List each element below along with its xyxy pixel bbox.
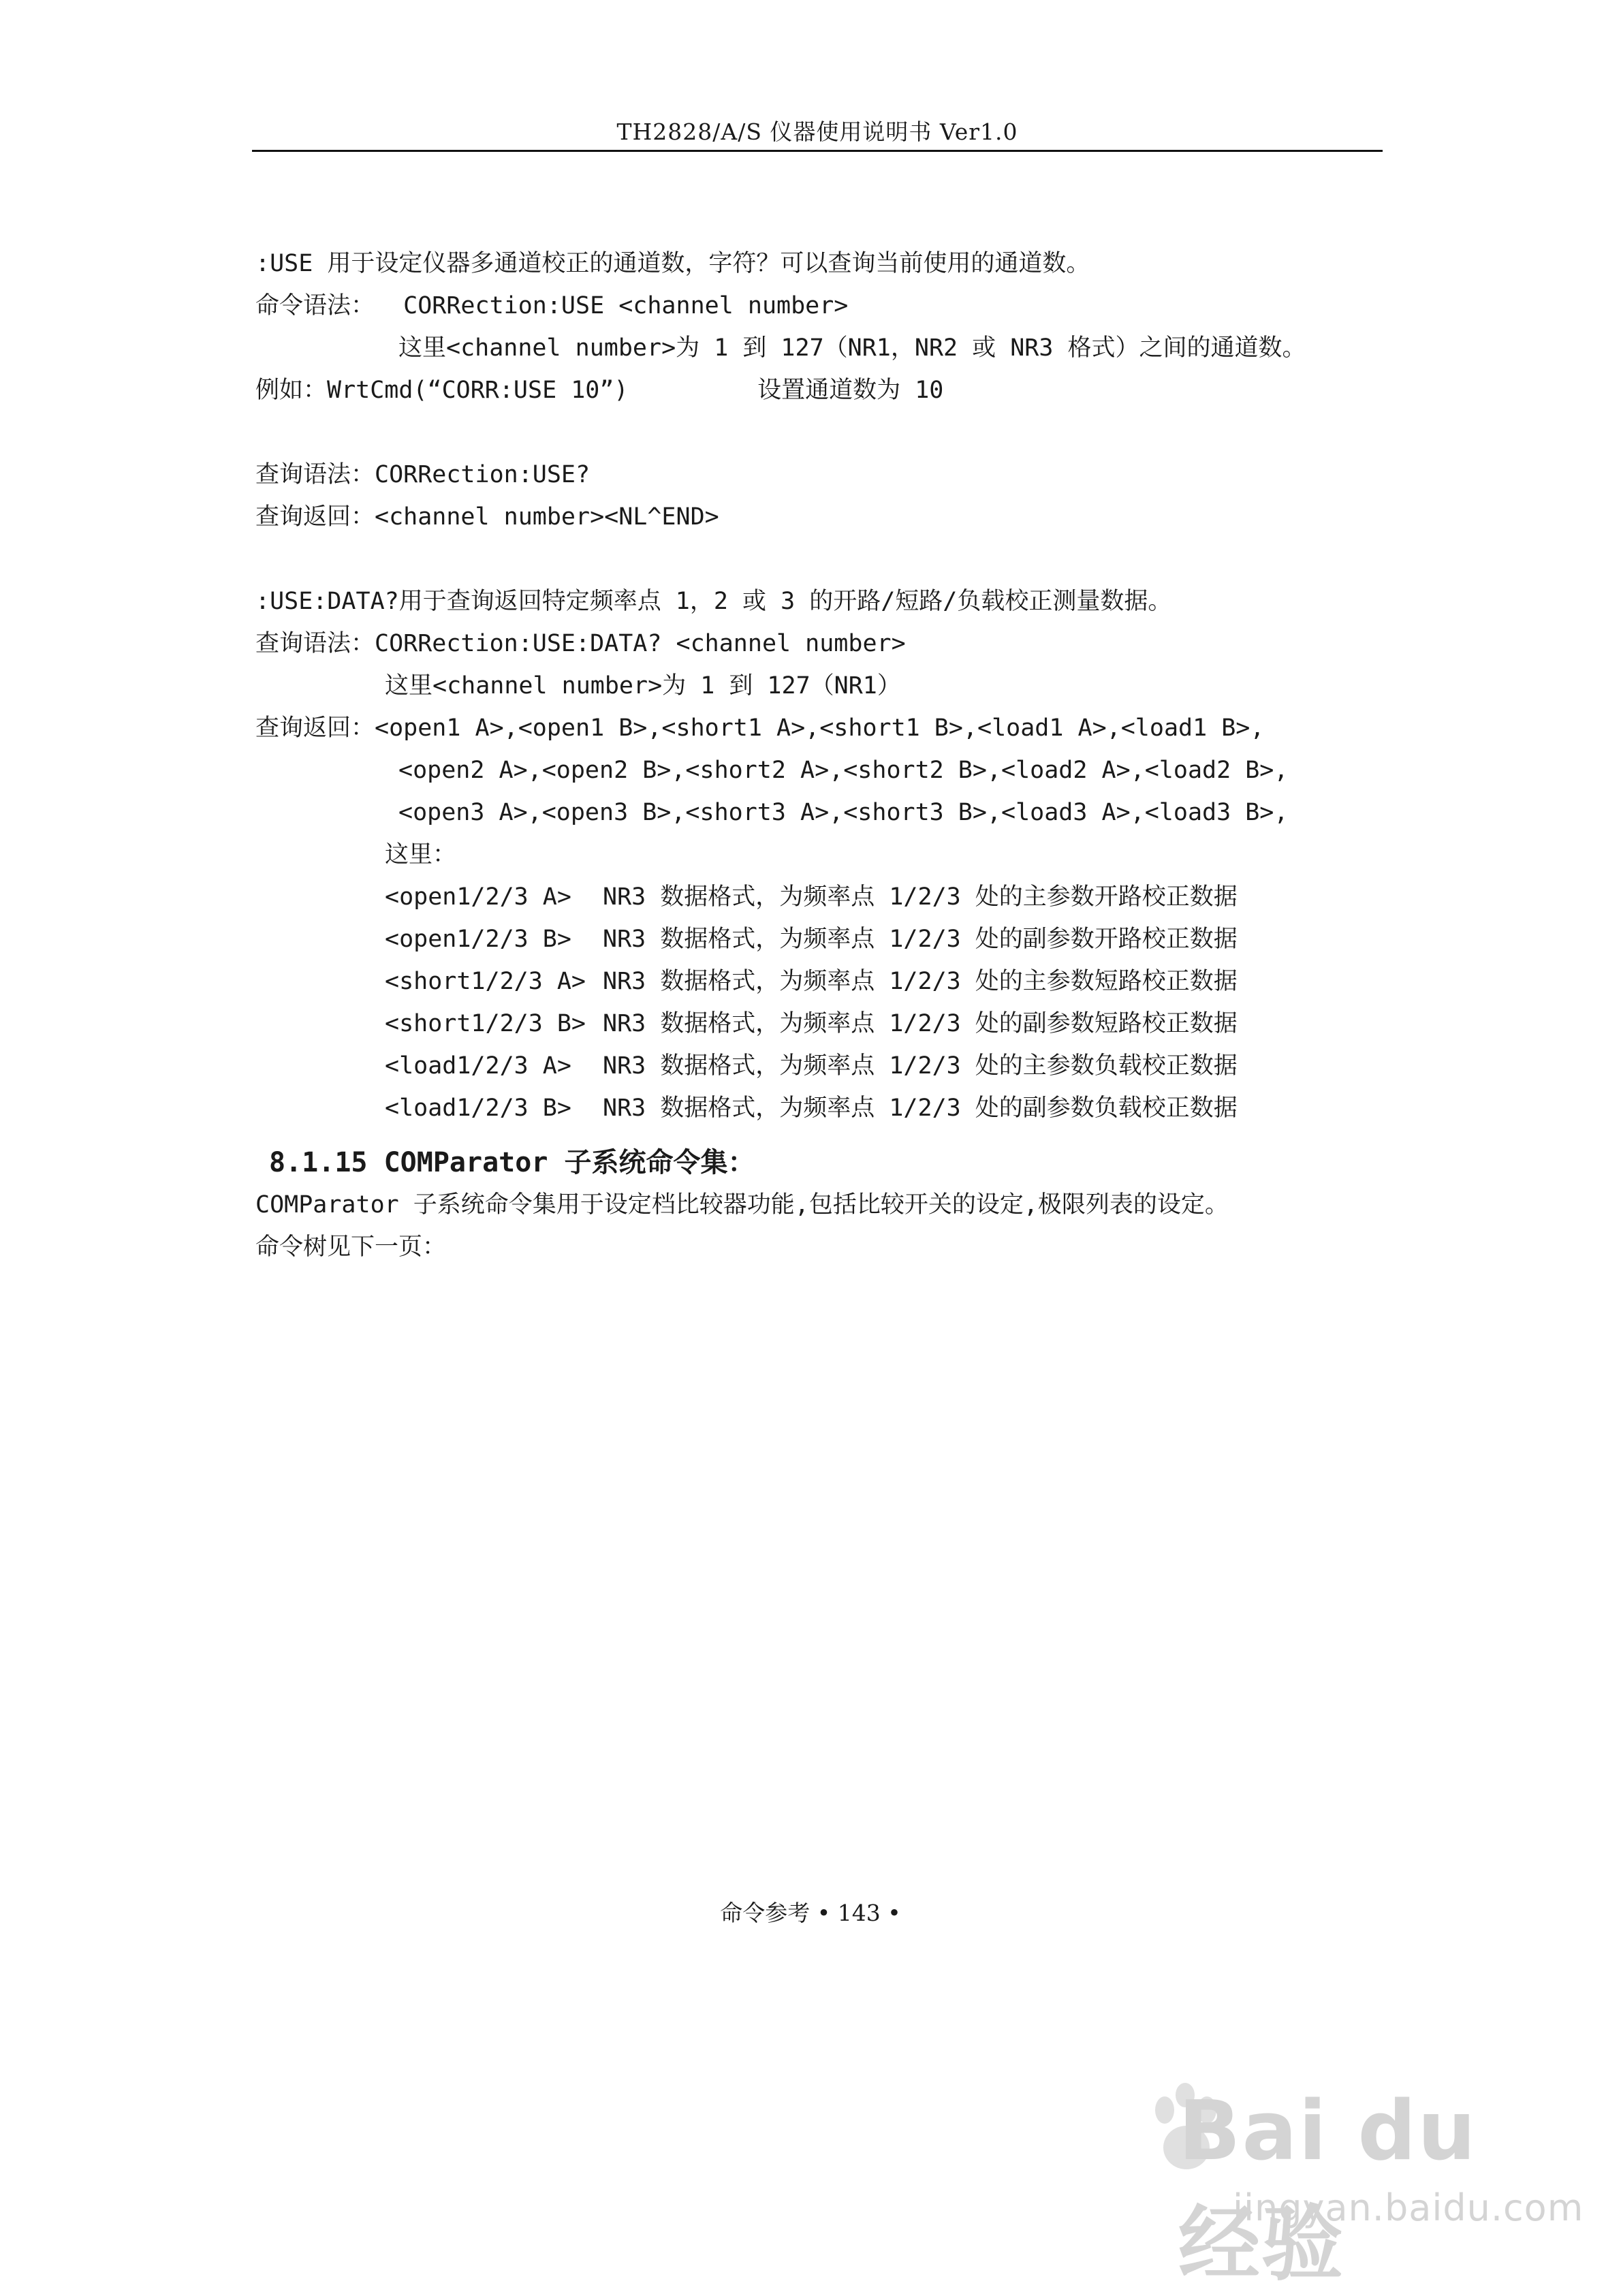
definition-row (255, 876, 1400, 918)
use-query-return: 查询返回：<channel number><NL^END> (255, 503, 719, 531)
definition-row (255, 918, 1400, 960)
use-data-query-syntax: 查询语法：CORRection:USE:DATA? <channel number> (255, 630, 906, 657)
definition-desc: NR3 数据格式，为频率点 1/2/3 处的主参数开路校正数据 (603, 883, 1238, 911)
baidu-watermark (1151, 2071, 1584, 2292)
heading-number: 8.1.15 COMParator (269, 1147, 548, 1178)
definition-tag: <open1/2/3 B> (385, 926, 571, 953)
use-syntax: 命令语法： CORRection:USE <channel number> (255, 292, 849, 319)
use-query-syntax: 查询语法：CORRection:USE? (255, 461, 591, 488)
use-data-return-line-3: <open3 A>,<open3 B>,<short3 A>,<short3 B>,<load3 A>,<load3 B>, (398, 799, 1289, 826)
use-data-intro: :USE:DATA?用于查询返回特定频率点 1，2 或 3 的开路/短路/负载校正测量数据。 (255, 588, 1172, 615)
page-header-title: TH2828/A/S 仪器使用说明书 Ver1.0 (616, 119, 1018, 145)
definition-row (255, 960, 1400, 1003)
definition-desc: NR3 数据格式，为频率点 1/2/3 处的副参数短路校正数据 (603, 1010, 1238, 1037)
header-rule (252, 150, 1383, 152)
use-example: 例如：WrtCmd(“CORR:USE 10”) 设置通道数为 10 (255, 377, 944, 404)
spacer (255, 538, 1400, 580)
definition-desc: NR3 数据格式，为频率点 1/2/3 处的副参数开路校正数据 (603, 926, 1238, 953)
comparator-next: 命令树见下一页： (255, 1233, 447, 1261)
spacer (255, 411, 1400, 454)
page-content (255, 242, 1400, 1268)
comparator-body: COMParator 子系统命令集用于设定档比较器功能,包括比较开关的设定,极限列表的设定。 (255, 1191, 1229, 1218)
page-footer: 命令参考 • 143 • (720, 1900, 901, 1926)
definition-row (255, 1003, 1400, 1045)
definition-desc: NR3 数据格式，为频率点 1/2/3 处的副参数负载校正数据 (603, 1095, 1238, 1122)
use-param-note: 这里<channel number>为 1 到 127（NR1，NR2 或 NR3 格式）之间的通道数。 (398, 334, 1306, 362)
definition-row (255, 1087, 1400, 1129)
watermark-brand: Bai du 经验 (1178, 2084, 1477, 2292)
use-data-param-note: 这里<channel number>为 1 到 127（NR1） (385, 672, 901, 699)
heading-text: 子系统命令集： (564, 1146, 755, 1178)
use-data-where-label: 这里： (385, 841, 457, 868)
definition-row (255, 1045, 1400, 1087)
section-heading-comparator (255, 1142, 1400, 1184)
definition-tag: <short1/2/3 A> (385, 968, 586, 995)
use-data-return-line-1: 查询返回：<open1 A>,<open1 B>,<short1 A>,<short1 B>,<load1 A>,<load1 B>, (255, 714, 1265, 742)
definition-tag: <load1/2/3 A> (385, 1052, 571, 1080)
definition-tag: <load1/2/3 B> (385, 1095, 571, 1122)
definition-tag: <open1/2/3 A> (385, 883, 571, 911)
definition-tag: <short1/2/3 B> (385, 1010, 586, 1037)
definition-desc: NR3 数据格式，为频率点 1/2/3 处的主参数短路校正数据 (603, 968, 1238, 995)
definition-desc: NR3 数据格式，为频率点 1/2/3 处的主参数负载校正数据 (603, 1052, 1238, 1080)
watermark-url: jingyan.baidu.com (1233, 2186, 1584, 2229)
use-intro: :USE 用于设定仪器多通道校正的通道数，字符？可以查询当前使用的通道数。 (255, 250, 1090, 277)
use-data-return-line-2: <open2 A>,<open2 B>,<short2 A>,<short2 B>,<load2 A>,<load2 B>, (398, 757, 1289, 784)
